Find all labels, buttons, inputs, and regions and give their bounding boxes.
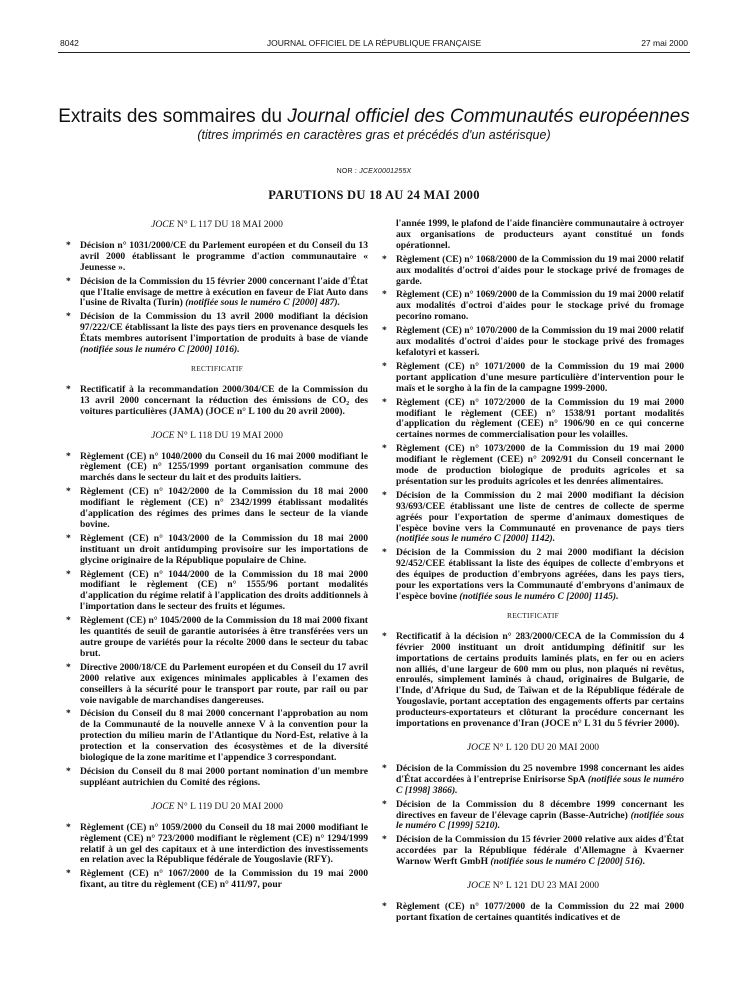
asterisk-bullet: * bbox=[66, 383, 71, 395]
asterisk-bullet: * bbox=[66, 765, 71, 777]
section-heading bbox=[382, 743, 684, 754]
section-heading bbox=[66, 431, 368, 442]
item-notification: (notifiée sous le numéro C [2000] 487). bbox=[182, 297, 341, 309]
list-item bbox=[382, 290, 684, 323]
spacer bbox=[66, 421, 368, 430]
list-item bbox=[66, 534, 368, 567]
section-journal: JOCE bbox=[151, 800, 175, 812]
item-text: Règlement (CE) n° 1073/2000 de la Commission du 19 mai 2000 modifiant le règlement (CEE) n° 2092/91 du Conseil concernant le mode de production biologique de produits agricoles et sa présentation sur les produits agricoles et les denrées alimentaires. bbox=[396, 443, 684, 487]
list-item bbox=[382, 800, 684, 833]
asterisk-bullet: * bbox=[66, 615, 71, 627]
asterisk-bullet: * bbox=[382, 443, 387, 455]
spacer bbox=[66, 792, 368, 801]
item-text: Règlement (CE) n° 1043/2000 de la Commission du 18 mai 2000 instituant un droit antidumping provisoire sur les importations de glycine originaire de la République populaire de Chine. bbox=[80, 532, 368, 566]
list-item bbox=[66, 312, 368, 356]
asterisk-bullet: * bbox=[382, 547, 387, 559]
list-item bbox=[66, 869, 368, 891]
spacer bbox=[382, 733, 684, 742]
section-journal: JOCE bbox=[151, 429, 175, 441]
list-item bbox=[66, 663, 368, 707]
item-text: Règlement (CE) n° 1077/2000 de la Commission du 22 mai 2000 portant fixation de certaines quantités indicatives et de bbox=[396, 900, 684, 923]
item-text: Décision de la Commission du 25 novembre 1998 concernant les aides d'État accordées à l'entreprise Enirisorse SpA bbox=[396, 762, 684, 785]
list-item bbox=[382, 491, 684, 546]
asterisk-bullet: * bbox=[382, 834, 387, 846]
list-item bbox=[66, 767, 368, 789]
nor-value: JCEX0001255X bbox=[359, 168, 412, 175]
item-text: Rectificatif à la recommandation 2000/304/CE de la Commission du 13 avril 2000 concernant la réduction des émissions de CO₂ des voitures particulières (JAMA) (JOCE n° L 100 du 20 avril 2000). bbox=[80, 383, 368, 417]
asterisk-bullet: * bbox=[66, 239, 71, 251]
section-heading bbox=[382, 881, 684, 892]
asterisk-bullet: * bbox=[66, 275, 71, 287]
section-title: N° L 120 DU 20 MAI 2000 bbox=[490, 741, 600, 753]
asterisk-bullet: * bbox=[66, 311, 71, 323]
item-text: Règlement (CE) n° 1040/2000 du Conseil du 16 mai 2000 modifiant le règlement (CE) n° 1255/1999 portant organisation commune des marchés dans le secteur du lait et des produits laitiers. bbox=[80, 450, 368, 484]
item-text: Règlement (CE) n° 1044/2000 de la Commission du 18 mai 2000 modifiant le règlement (CE) n° 1555/96 portant modalités d'application du régime relatif à l'application des droits additionnels à l'importation dans le secteur des fruits et légumes. bbox=[80, 568, 368, 613]
item-text: Règlement (CE) n° 1071/2000 de la Commission du 19 mai 2000 portant application d'une mesure particulière d'intervention pour le maïs et le sorgho à la fin de la campagne 1999-2000. bbox=[396, 360, 684, 394]
section-journal: JOCE bbox=[466, 741, 491, 753]
item-notification: (notifiée sous le numéro C [1998] 3866). bbox=[396, 773, 685, 796]
list-item bbox=[66, 570, 368, 614]
asterisk-bullet: * bbox=[382, 360, 387, 372]
nor-reference bbox=[0, 168, 748, 175]
asterisk-bullet: * bbox=[66, 868, 71, 880]
left-column bbox=[66, 219, 368, 894]
list-item bbox=[66, 823, 368, 867]
section-heading bbox=[66, 802, 368, 813]
item-text: Directive 2000/18/CE du Parlement européen et du Conseil du 17 avril 2000 relative aux exigences minimales applicables à l'examen des conseillers à la sécurité pour le transport par route, par rail ou par voie navigable de marchandises dangereuses. bbox=[80, 661, 368, 706]
asterisk-bullet: * bbox=[66, 532, 71, 544]
item-notification: (notifiée sous le numéro C [2000] 516). bbox=[488, 856, 646, 868]
parutions-heading: PARUTIONS DU 18 AU 24 MAI 2000 bbox=[268, 188, 480, 202]
item-notification: (notifiée sous le numéro C [1999] 5210). bbox=[396, 809, 684, 832]
asterisk-bullet: * bbox=[382, 798, 387, 810]
item-text: Décision de la Commission du 2 mai 2000 modifiant la décision 93/693/CEE établissant une liste de centres de collecte de sperme agréés pour l'exportation de sperme d'animaux domestiques de l'espèce bovine vers la Communauté en provenance de pays tiers bbox=[396, 489, 684, 534]
subsection-heading: RECTIFICATIF bbox=[506, 610, 560, 620]
asterisk-bullet: * bbox=[66, 486, 71, 498]
asterisk-bullet: * bbox=[66, 450, 71, 462]
item-text: Décision de la Commission du 15 février 2000 relative aux aides d'État accordées par la République fédérale d'Allemagne à Kvaerner Warnow Werft GmbH bbox=[396, 834, 684, 868]
list-item bbox=[382, 326, 684, 359]
list-item bbox=[66, 487, 368, 531]
list-item bbox=[66, 385, 368, 418]
section-journal: JOCE bbox=[151, 219, 175, 230]
item-text: Décision du Conseil du 8 mai 2000 portant nomination d'un membre suppléant autrichien du Comité des régions. bbox=[80, 765, 368, 788]
continued-item bbox=[382, 219, 684, 252]
section-title: N° L 118 DU 19 MAI 2000 bbox=[174, 429, 283, 441]
asterisk-bullet: * bbox=[382, 289, 387, 301]
list-item bbox=[382, 255, 684, 288]
item-text: Décision de la Commission du 15 février 2000 concernant l'aide d'État que l'Italie envisage de mettre à exécution en faveur de Fiat Auto dans l'usine de Rivalta (Turin) bbox=[80, 275, 368, 309]
section-title: N° L 119 DU 20 MAI 2000 bbox=[174, 800, 283, 812]
item-text: Décision de la Commission du 8 décembre 1999 concernant les directives en faveur de l'élevage caprin (Basse-Autriche) bbox=[396, 798, 684, 821]
section-journal: JOCE bbox=[466, 880, 491, 892]
list-item bbox=[382, 362, 684, 395]
subsection-heading: RECTIFICATIF bbox=[190, 363, 244, 373]
asterisk-bullet: * bbox=[382, 630, 387, 642]
issue-date: 27 mai 2000 bbox=[641, 38, 688, 48]
item-text: Décision du Conseil du 8 mai 2000 concernant l'approbation au nom de la Communauté de la nouvelle annexe V à la convention pour la protection du milieu marin de l'Atlantique du Nord-Est, relative à la protection et la conservation des écosystèmes et de la diversité biologique de la zone maritime et l'appendice 3 correspondant. bbox=[80, 708, 368, 764]
item-text: Règlement (CE) n° 1072/2000 de la Commission du 19 mai 2000 modifiant le règlement (CEE) n° 1538/91 portant modalités d'application du règlement (CEE) n° 1906/90 en ce qui concerne certaines normes de commercialisation pour les volailles. bbox=[396, 396, 684, 441]
asterisk-bullet: * bbox=[382, 489, 387, 501]
item-text: Décision de la Commission du 13 avril 2000 modifiant la décision 97/222/CE établissant la liste des pays tiers en provenance desquels les États membres autorisent l'importation de produits à base de viande bbox=[80, 311, 368, 345]
list-item bbox=[382, 548, 684, 603]
list-item bbox=[382, 444, 684, 488]
list-item bbox=[382, 632, 684, 730]
section-title: N° L 117 DU 18 MAI 2000 bbox=[174, 219, 283, 230]
item-text: Rectificatif à la décision n° 283/2000/CECA de la Commission du 4 février 2000 instituant un droit antidumping définitif sur les importations de certains produits laminés plats, en fer ou en aciers non alliés, d'une largeur de 600 mm ou plus, non plaqués ni revêtus, enroulés, simplement laminés à chaud, originaires de Bulgarie, de l'Inde, d'Afrique du Sud, de Taïwan et de la République fédérale de Yougoslavie, portant acceptation des engagements offerts par certains producteurs-exportateurs et clôturant la procédure concernant les importations en provenance d'Iran (JOCE n° L 31 du 5 février 2000). bbox=[396, 630, 684, 730]
spacer bbox=[382, 871, 684, 880]
item-notification: (notifiée sous le numéro C [2000] 1016). bbox=[80, 344, 240, 356]
title-italic: Journal officiel des Communautés européennes bbox=[287, 106, 690, 127]
asterisk-bullet: * bbox=[382, 253, 387, 265]
list-item bbox=[66, 277, 368, 310]
item-text: l'année 1999, le plafond de l'aide financière communautaire à octroyer aux organisations de producteurs ayant constitué un fonds opérationnel. bbox=[396, 218, 684, 251]
item-text: Règlement (CE) n° 1070/2000 de la Commission du 19 mai 2000 relatif aux modalités d'octroi d'aides pour le stockage privé des fromages kefalotyri et kasseri. bbox=[396, 325, 684, 358]
asterisk-bullet: * bbox=[382, 396, 387, 408]
right-column bbox=[382, 219, 684, 927]
nor-label: NOR : bbox=[336, 168, 360, 175]
item-text: Règlement (CE) n° 1042/2000 de la Commission du 18 mai 2000 modifiant le règlement (CE) n° 2342/1999 établissant modalités d'application des régimes des primes dans le secteur de la viande bovine. bbox=[80, 486, 368, 530]
item-text: Règlement (CE) n° 1069/2000 de la Commission du 19 mai 2000 relatif aux modalités d'octroi d'aides pour le stockage privé du fromage pecorino romano. bbox=[396, 289, 684, 323]
title-prefix: Extraits des sommaires du bbox=[58, 106, 288, 127]
asterisk-bullet: * bbox=[382, 900, 387, 912]
list-item bbox=[66, 616, 368, 660]
asterisk-bullet: * bbox=[66, 661, 71, 673]
list-item bbox=[382, 398, 684, 442]
item-text: Décision de la Commission du 2 mai 2000 modifiant la décision 92/452/CEE établissant la liste des équipes de collecte d'embryons et des équipes de production d'embryons agréées, dans les pays tiers, pour les exportations vers la Communauté d'embryons d'animaux de l'espèce bovine bbox=[396, 547, 684, 602]
item-text: Règlement (CE) n° 1068/2000 de la Commission du 19 mai 2000 relatif aux modalités d'octroi d'aides pour le stockage privé de fromages de garde. bbox=[396, 253, 684, 287]
list-item bbox=[382, 835, 684, 868]
asterisk-bullet: * bbox=[66, 821, 71, 833]
list-item bbox=[66, 452, 368, 485]
list-item bbox=[66, 241, 368, 274]
asterisk-bullet: * bbox=[382, 325, 387, 337]
list-item bbox=[382, 764, 684, 797]
asterisk-bullet: * bbox=[382, 762, 387, 774]
item-text: Règlement (CE) n° 1045/2000 de la Commission du 18 mai 2000 fixant les quantités de seuil de garantie autorisées à être transférées vers un autre groupe de variétés pour la récolte 2000 dans le secteur du tabac brut. bbox=[80, 615, 368, 659]
item-text: Décision n° 1031/2000/CE du Parlement européen et du Conseil du 13 avril 2000 établissant le programme d'action communautaire « Jeunesse ». bbox=[80, 239, 368, 273]
item-notification: (notifiée sous le numéro C [2000] 1145). bbox=[457, 591, 619, 602]
item-text: Règlement (CE) n° 1059/2000 du Conseil du 18 mai 2000 modifiant le règlement (CE) n° 723/2000 modifiant le règlement (CE) n° 1294/1999 relatif à un gel des capitaux et à une interdiction des investissements en relation avec la République fédérale de Yougoslavie (RFY). bbox=[80, 821, 368, 866]
page-subtitle: (titres imprimés en caractères gras et précédés d'un astérisque) bbox=[197, 128, 551, 142]
item-notification: (notifiée sous le numéro C [2000] 1142). bbox=[396, 533, 556, 545]
section-title: N° L 121 DU 23 MAI 2000 bbox=[490, 880, 600, 892]
journal-name: JOURNAL OFFICIEL DE LA RÉPUBLIQUE FRANÇAISE bbox=[266, 38, 482, 48]
page-title bbox=[0, 106, 748, 128]
section-heading bbox=[66, 220, 368, 231]
asterisk-bullet: * bbox=[66, 568, 71, 580]
list-item bbox=[382, 902, 684, 924]
asterisk-bullet: * bbox=[66, 708, 71, 720]
item-text: Règlement (CE) n° 1067/2000 de la Commission du 19 mai 2000 fixant, au titre du règlement (CE) n° 411/97, pour bbox=[80, 868, 368, 891]
list-item bbox=[66, 709, 368, 764]
page-number: 8042 bbox=[60, 38, 79, 48]
header-rule bbox=[58, 52, 690, 53]
